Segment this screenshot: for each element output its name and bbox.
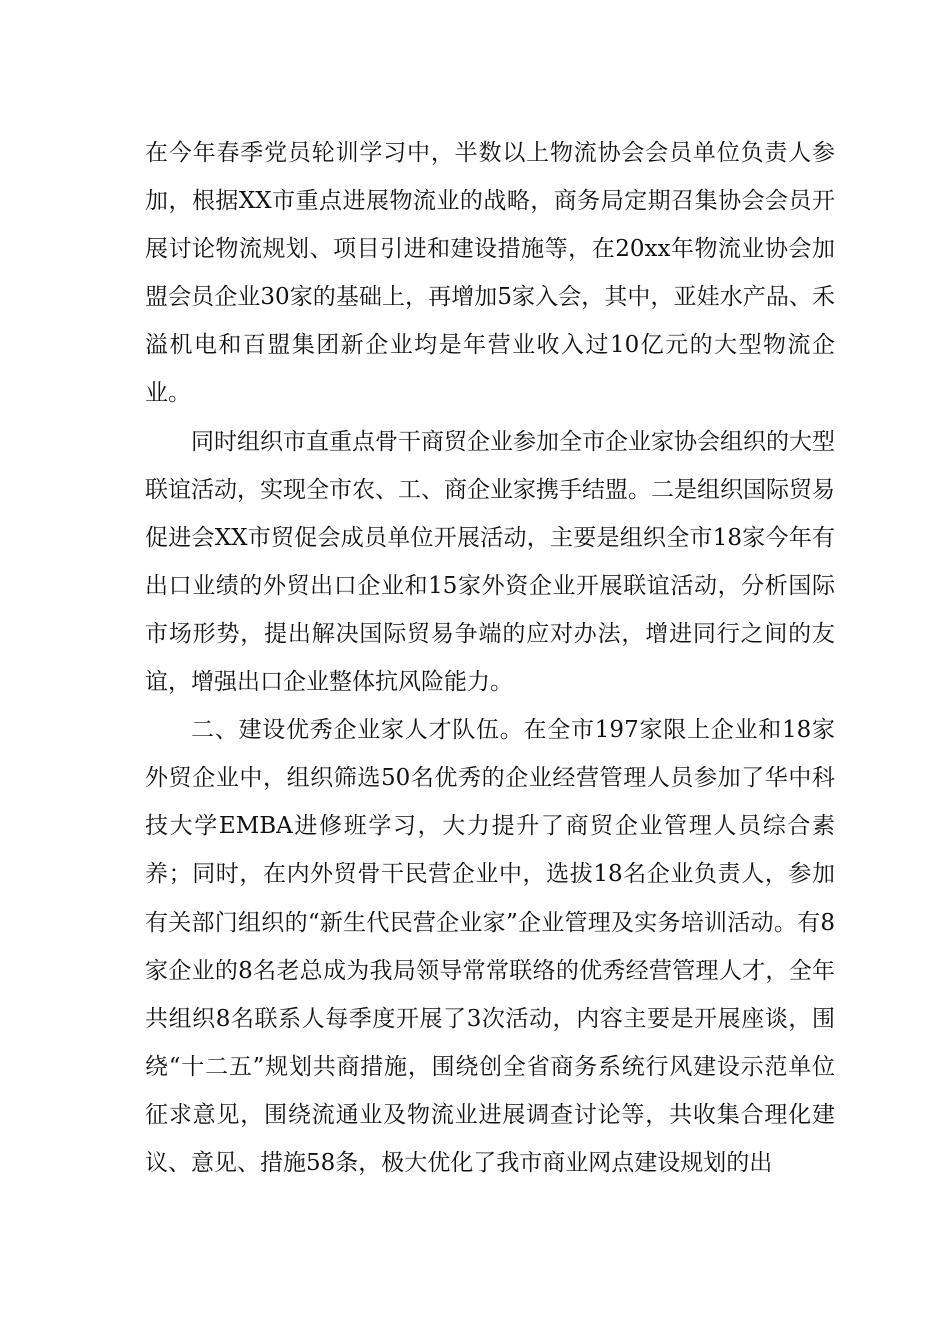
paragraph-2: 同时组织市直重点骨干商贸企业参加全市企业家协会组织的大型联谊活动，实现全市农、工、商企业家携手结盟。二是组织国际贸易促进会XX市贸促会成员单位开展活动，主要是组织全市18家今年有出口业绩的外贸出口企业和15家外资企业开展联谊活动，分析国际市场形势，提出解决国际贸易争端的应对办法，增进同行之间的友谊，增强出口企业整体抗风险能力。 <box>145 428 835 696</box>
paragraph-1: 在今年春季党员轮训学习中，半数以上物流协会会员单位负责人参加，根据XX市重点进展物流业的战略，商务局定期召集协会会员开展讨论物流规划、项目引进和建设措施等，在20xx年物流业协会加盟会员企业30家的基础上，再增加5家入会，其中，亚娃水产品、禾溢机电和百盟集团新企业均是年营业收入过10亿元的大型物流企业。 <box>145 140 835 407</box>
paragraph-3: 二、建设优秀企业家人才队伍。在全市197家限上企业和18家外贸企业中，组织筛选50名优秀的企业经营管理人员参加了华中科技大学EMBA进修班学习，大力提升了商贸企业管理人员综合素养；同时，在内外贸骨干民营企业中，选拔18名企业负责人，参加有关部门组织的“新生代民营企业家”企业管理及实务培训活动。有8家企业的8名老总成为我局领导常常联络的优秀经营管理人才，全年共组织8名联系人每季度开展了3次活动，内容主要是开展座谈，围绕“十二五”规划共商措施，围绕创全省商务系统行风建设示范单位征求意见，围绕流通业及物流业进展调查讨论等，共收集合理化建议、意见、措施58条，极大优化了我市商业网点建设规划的出 <box>145 717 835 1176</box>
document-body <box>145 129 835 1187</box>
